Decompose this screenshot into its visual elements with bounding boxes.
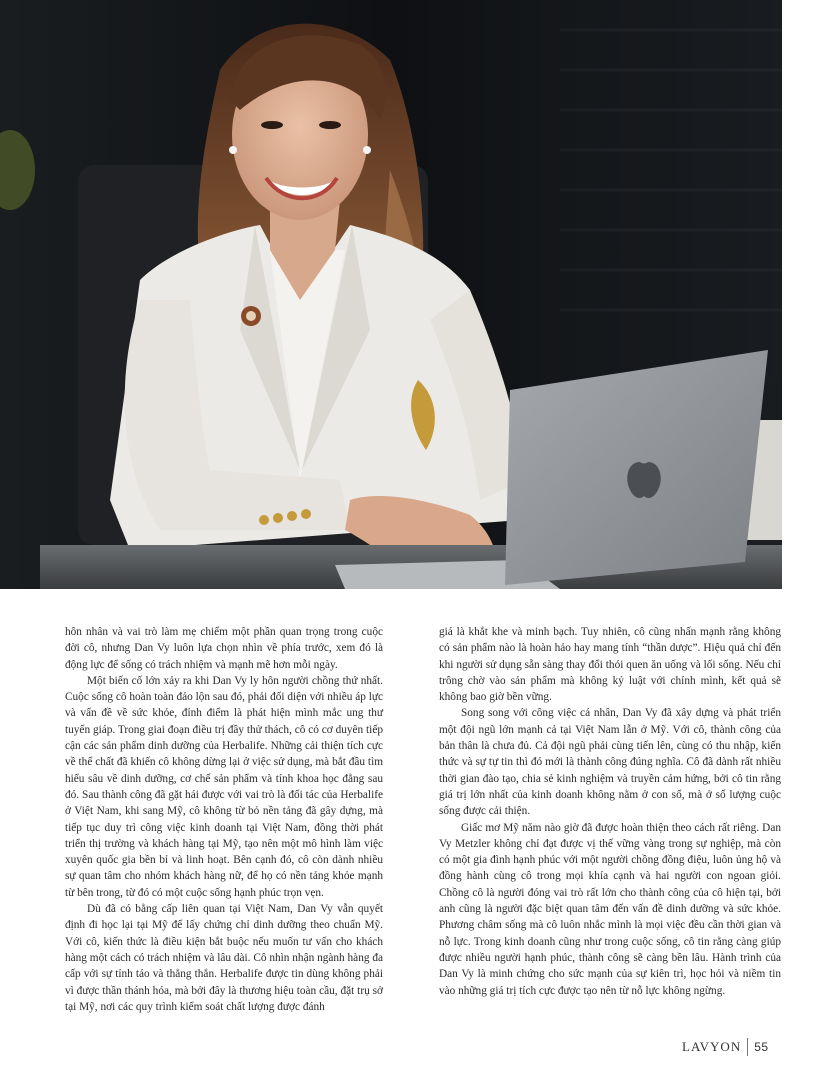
paragraph: Giấc mơ Mỹ năm nào giờ đã được hoàn thiện theo cách rất riêng. Dan Vy Metzler không chỉ đạt được vị thế vững vàng trong sự nghiệp, mà còn có một gia đình hạnh phúc với một người chồng đồng điệu, luôn ủng hộ và đồng hành cùng cô trong mọi khía cạnh và hai người con ngoan giỏi. Chồng cô là người đóng vai trò rất lớn cho thành công của cô hiện tại, bởi anh cũng là người đặc biệt quan tâm đến vấn đề dinh dưỡng và sức khỏe. Phương châm sống mà cô luôn nhắc mình là mọi việc đều cần thời gian và nỗ lực. Trong kinh doanh cũng như trong cuộc sống, cô tin rằng càng giúp được nhiều người hạnh phúc, thành công sẽ càng bền lâu. Hành trình của Dan Vy là minh chứng cho sức mạnh của sự kiên trì, học hỏi và niềm tin vào những giá trị tích cực được tạo nên từ nỗ lực không ngừng. [439, 821, 781, 997]
paragraph: hôn nhân và vai trò làm mẹ chiếm một phần quan trọng trong cuộc đời cô, nhưng Dan Vy luôn lựa chọn nhìn về phía trước, xem đó là động lực để sống có trách nhiệm và mạnh mẽ hơn mỗi ngày. [65, 626, 383, 671]
paragraph: Dù đã có bằng cấp liên quan tại Việt Nam, Dan Vy vẫn quyết định đi học lại tại Mỹ để lấy chứng chỉ dinh dưỡng theo chuẩn Mỹ. Với cô, kiến thức là điều kiện bắt buộc nếu muốn tư vấn cho khách hàng một cách có trách nhiệm và lâu dài. Cô nhìn nhận ngành hàng đa cấp với sự tỉnh táo và thẳng thắn. Herbalife được tin dùng không phải vì được thần thánh hóa, mà bởi đây là thương hiệu toàn cầu, đặt trụ sở tại Mỹ, nơi các quy trình kiểm soát chất lượng được đánh [65, 903, 383, 1013]
magazine-brand: LAVYON [682, 1039, 742, 1054]
article-column-left [65, 624, 383, 1015]
paragraph: Một biến cố lớn xảy ra khi Dan Vy ly hôn người chồng thứ nhất. Cuộc sống cô hoàn toàn đảo lộn sau đó, phải đối diện với nhiều áp lực và vấn đề về sức khỏe, đỉnh điểm là phát hiện mình mắc ung thư tuyến giáp. Trong giai đoạn điều trị đầy thử thách, cô có cơ duyên tiếp cận các sản phẩm dinh dưỡng của Herbalife. Những cải thiện tích cực về thể chất đã khiến cô không dừng lại ở việc sử dụng, mà bắt đầu tìm hiểu sâu về dinh dưỡng, cơ chế sản phẩm và tính khoa học đằng sau đó. Sau thành công đã gặt hái được với vai trò là đối tác của Herbalife ở Việt Nam, khi sang Mỹ, cô không từ bỏ nền tảng đã gây dựng, mà tiếp tục duy trì công việc kinh doanh tại Việt Nam, đồng thời phát triển thị trường và khách hàng tại Mỹ, tạo nên một mô hình làm việc xuyên quốc gia bền bỉ và linh hoạt. Bên cạnh đó, cô còn dành nhiều sự quan tâm cho nhóm khách hàng nữ, để họ có nền tảng khỏe mạnh từ bên trong, từ đó có một cuộc sống hạnh phúc trọn vẹn. [65, 674, 383, 899]
paragraph: Song song với công việc cá nhân, Dan Vy đã xây dựng và phát triển một đội ngũ lớn mạnh cả tại Việt Nam lẫn ở Mỹ. Với cô, thành công của bản thân là chưa đủ. Cả đội ngũ phải cùng tiến lên, cùng có thu nhập, kiến thức và sự tự tin thì đó mới là thành công đúng nghĩa. Cô đã dành rất nhiều thời gian đào tạo, chia sẻ kinh nghiệm và truyền cảm hứng, bởi cô tin rằng giá trị lớn nhất của kinh doanh không nằm ở con số, mà ở số lượng cuộc sống được cải thiện. [439, 707, 781, 818]
article-column-right [439, 624, 781, 999]
paragraph: giá là khắt khe và minh bạch. Tuy nhiên, cô cũng nhấn mạnh rằng không có sản phẩm nào là hoàn hảo hay mang tính “thần dược”. Hiệu quả chỉ đến khi người sử dụng sẵn sàng thay đổi thói quen ăn uống và lối sống. Nếu chỉ trông chờ vào sản phẩm mà không kỷ luật với chính mình, kết quả sẽ không bao giờ bền vững. [439, 626, 781, 704]
page-footer [682, 1038, 769, 1056]
footer-divider [747, 1038, 748, 1056]
page-number: 55 [754, 1040, 769, 1054]
